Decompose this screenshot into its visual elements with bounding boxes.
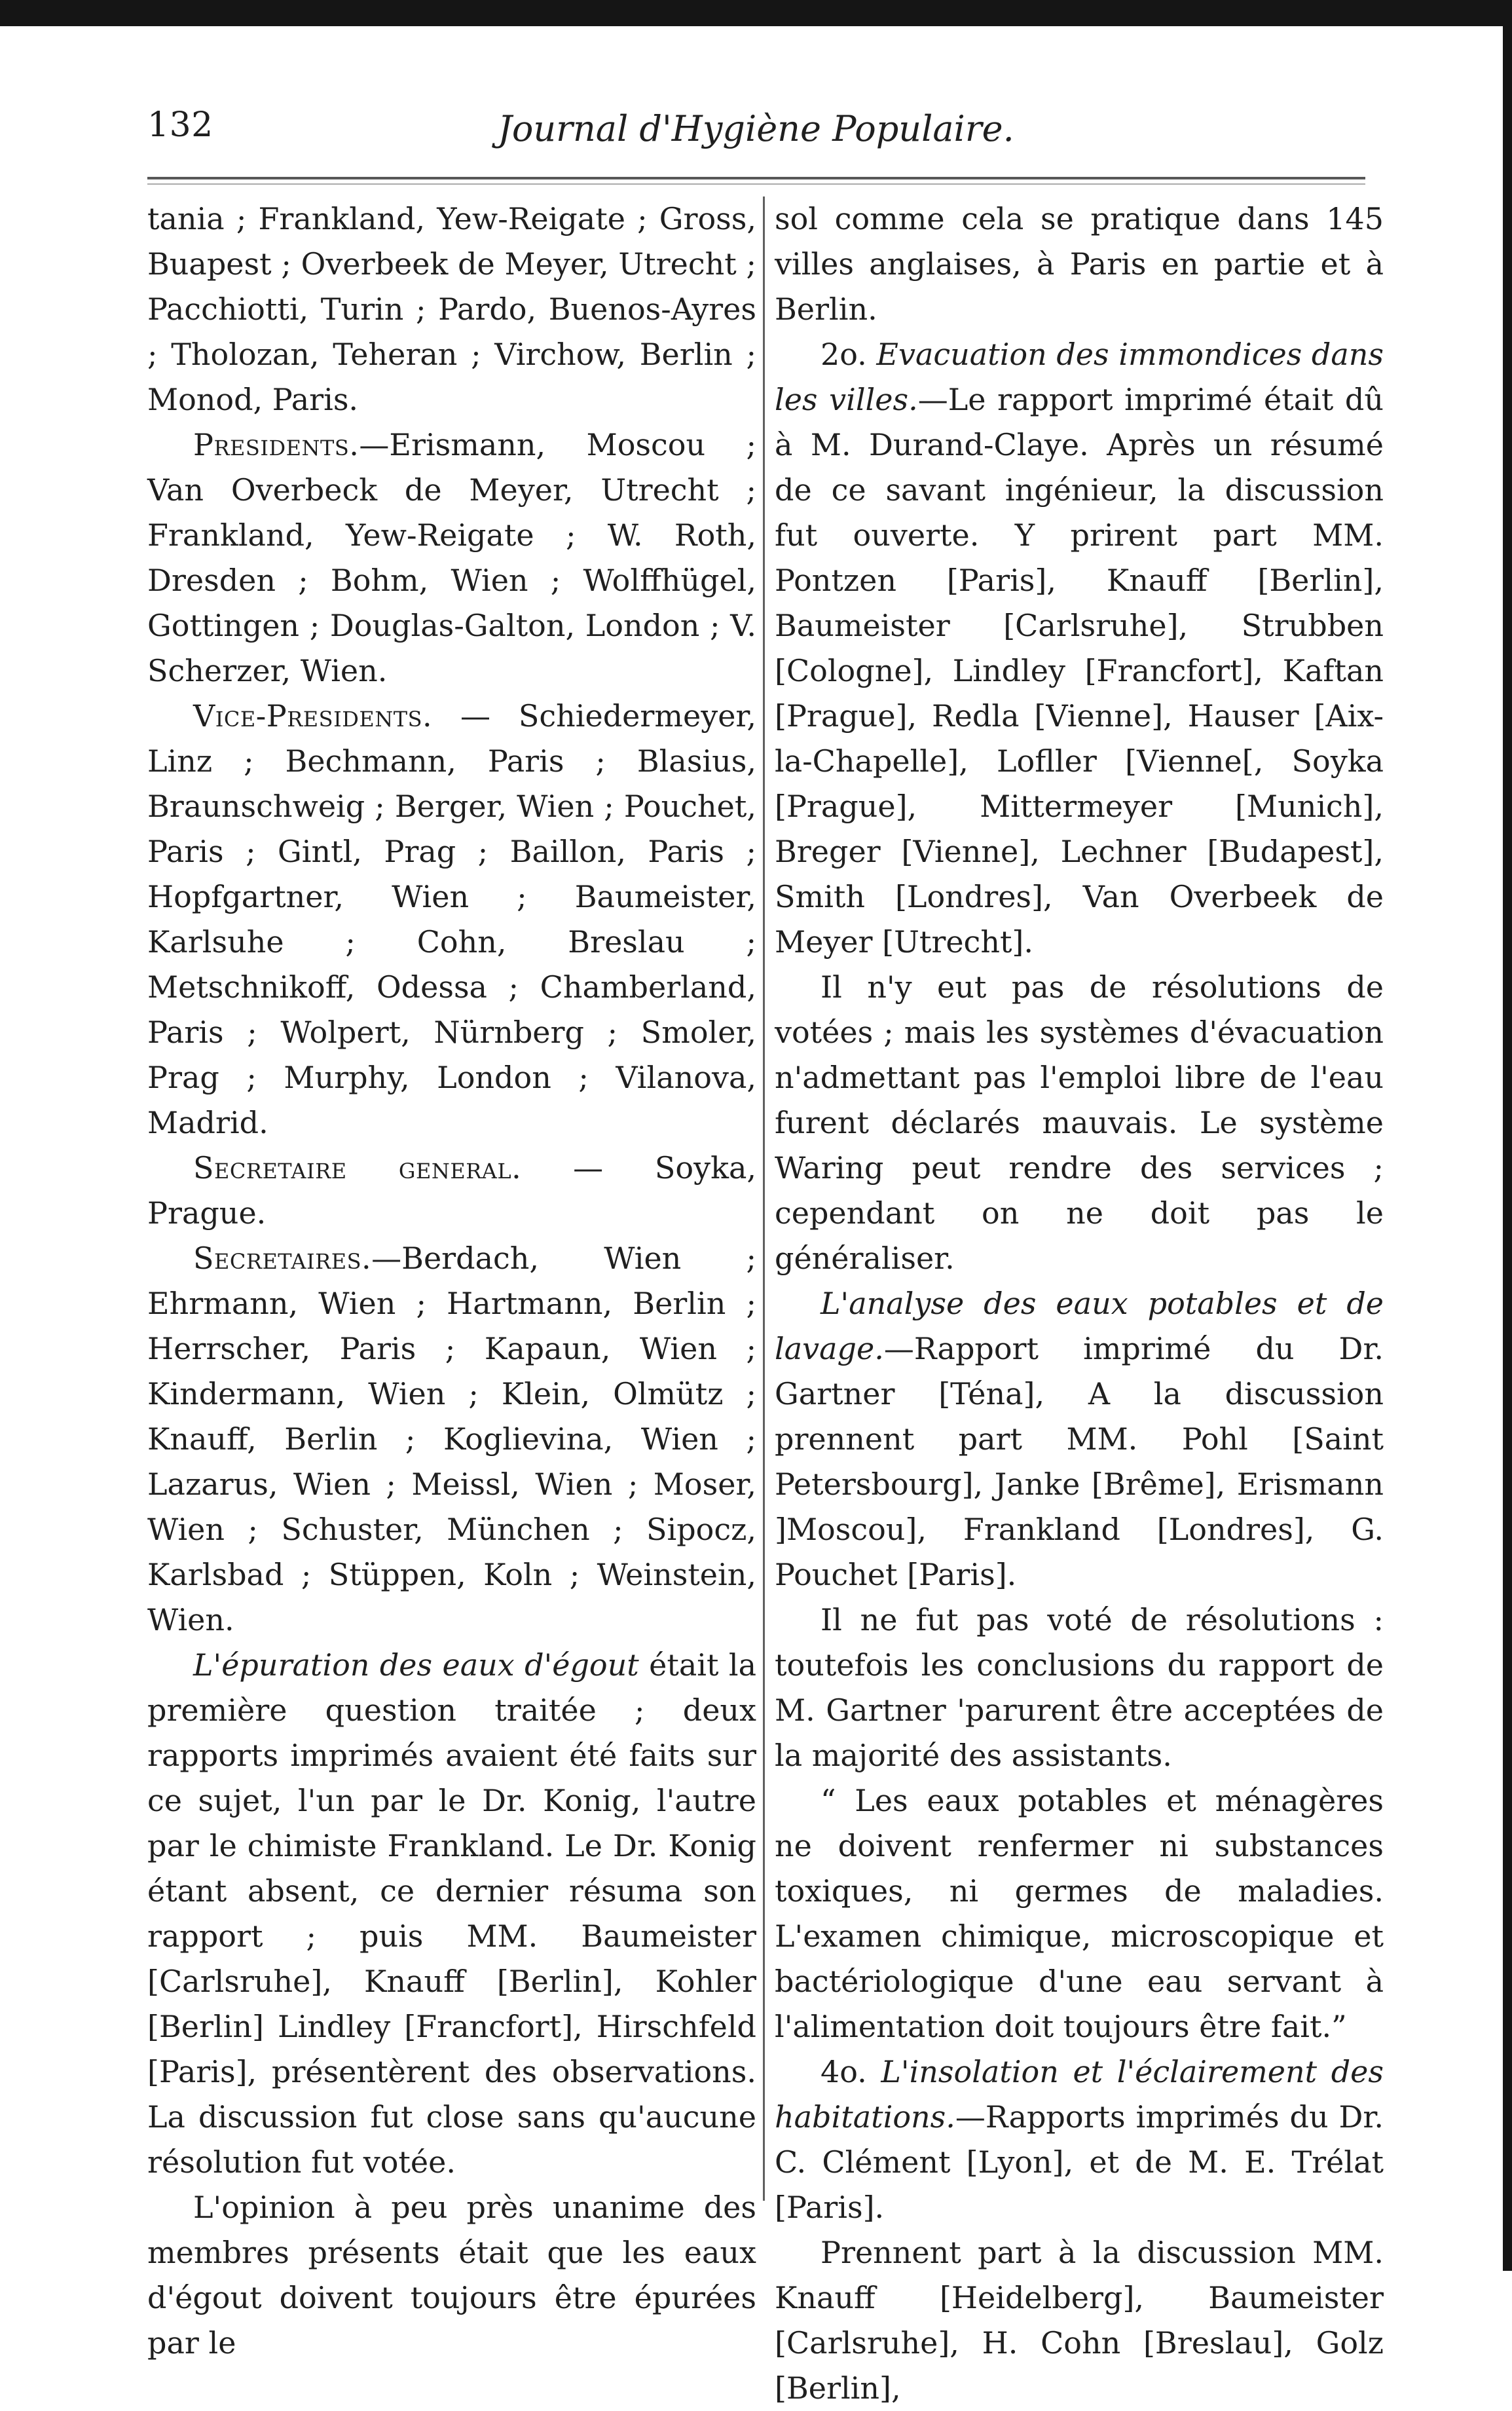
analyse-title: L'analyse des eaux potables et de lavage. [775,1286,1384,1366]
left-paragraph-opinion: L'opinion à peu près unanime des membres présents était que les eaux d'égout doivent toujours être épurées par le [147,2190,756,2361]
left-paragraph-secretaire-general [147,1146,756,1236]
running-title: Journal d'Hygiène Populaire. [498,108,1014,149]
evacuation-title: Evacuation des immondices dans les villes. [775,337,1384,417]
column-divider [763,196,765,2201]
page-number: 132 [147,105,213,145]
right-paragraph-analyse [775,1281,1384,1598]
right-column [775,196,1384,2411]
secretaire-general-label: Secretaire general. [193,1150,522,1186]
right-paragraph-quote: “ Les eaux potables et ménagères ne doivent renfermer ni substances toxiques, ni germes de maladies. L'examen chimique, microscopique et bactériologique d'une eau servant à l'alimentation doit toujours être fait.” [775,1783,1384,2044]
left-paragraph-vice-presidents [147,694,756,1146]
evacuation-text: —Le rapport imprimé était dû à M. Durand-Claye. Après un résumé de ce savant ingénieur, la discussion fut ouverte. Y prirent part MM. Pontzen [Paris], Knauff [Berlin], Baumeister [Carlsruhe], Strubben [Cologne], Lindley [Francfort], Kaftan [Prague], Redla [Vienne], Hauser [Aix-la-Chapelle], Lofller [Vienne[, Soyka [Prague], Mittermeyer [Munich], Breger [Vienne], Lechner [Budapest], Smith [Londres], Van Overbeek de Meyer [Utrecht]. [775,382,1384,960]
right-border-rule [1503,0,1512,2271]
right-paragraph-insolation [775,2049,1384,2230]
secretaires-text: —Berdach, Wien ; Ehrmann, Wien ; Hartmann, Berlin ; Herrscher, Paris ; Kapaun, Wien ; Kindermann, Wien ; Klein, Olmütz ; Knauff, Berlin ; Koglievina, Wien ; Lazarus, Wien ; Meissl, Wien ; Moser, Wien ; Schuster, München ; Sipocz, Karlsbad ; Stüppen, Koln ; Weinstein, Wien. [147,1241,756,1637]
secretaire-general-text: — Soyka, Prague. [147,1150,757,1231]
insolation-text: —Rapports imprimés du Dr. C. Clément [Lyon], et de M. E. Trélat [Paris]. [775,2099,1384,2225]
left-paragraph-epuration [147,1643,756,2185]
vice-presidents-label: Vice-Presidents. [193,698,433,734]
presidents-text: —Erismann, Moscou ; Van Overbeck de Meyer, Utrecht ; Frankland, Yew-Reigate ; W. Roth, Dresden ; Bohm, Wien ; Wolffhügel, Gottingen ; Douglas-Galton, London ; V. Scherzer, Wien. [147,427,756,688]
right-paragraph-evacuation [775,332,1384,965]
right-paragraph-conclusions: Il ne fut pas voté de résolutions : toutefois les conclusions du rapport de M. Gartner 'parurent être acceptées de la majorité des assistants. [775,1602,1384,1773]
left-paragraph-presidents [147,422,756,694]
epuration-title: L'épuration des eaux d'égout [193,1647,639,1683]
right-paragraph-1: sol comme cela se pratique dans 145 villes anglaises, à Paris en partie et à Berlin. [775,201,1384,327]
insolation-prefix: 4o. [821,2054,881,2089]
analyse-text: —Rapport imprimé du Dr. Gartner [Téna], A la discussion prennent part MM. Pohl [Saint Petersbourg], Janke [Brême], Erismann ]Moscou], Frankland [Londres], G. Pouchet [Paris]. [775,1331,1384,1592]
evacuation-prefix: 2o. [821,337,877,372]
vice-presidents-text: — Schiedermeyer, Linz ; Bechmann, Paris ; Blasius, Braunschweig ; Berger, Wien ; Pouchet, Paris ; Gintl, Prag ; Baillon, Paris ; Hopfgartner, Wien ; Baumeister, Karlsuhe ; Cohn, Breslau ; Metschnikoff, Odessa ; Chamberland, Paris ; Wolpert, Nürnberg ; Smoler, Prag ; Murphy, London ; Vilanova, Madrid. [147,698,756,1140]
left-paragraph-secretaires [147,1236,756,1643]
right-paragraph-discussion: Prennent part à la discussion MM. Knauff [Heidelberg], Baumeister [Carlsruhe], H. Cohn [Breslau], Golz [Berlin], [775,2235,1384,2406]
left-paragraph-1: tania ; Frankland, Yew-Reigate ; Gross, Buapest ; Overbeek de Meyer, Utrecht ; Pacchiotti, Turin ; Pardo, Buenos-Ayres ; Tholozan, Teheran ; Virchow, Berlin ; Monod, Paris. [147,201,756,417]
presidents-label: Presidents. [193,427,360,462]
header-rule [147,177,1365,179]
epuration-text: était la première question traitée ; deux rapports imprimés avaient été faits sur ce sujet, l'un par le Dr. Konig, l'autre par le chimiste Frankland. Le Dr. Konig étant absent, ce dernier résuma son rapport ; puis MM. Baumeister [Carlsruhe], Knauff [Berlin], Kohler [Berlin] Lindley [Francfort], Hirschfeld [Paris], présentèrent des observations. La discussion fut close sans qu'aucune résolution fut votée. [147,1647,757,2180]
top-border-rule [0,0,1512,26]
right-paragraph-resolutions: Il n'y eut pas de résolutions de votées ; mais les systèmes d'évacuation n'admettant pas l'emploi libre de l'eau furent déclarés mauvais. Le système Waring peut rendre des services ; cependant on ne doit pas le généraliser. [775,969,1384,1276]
left-column [147,196,756,2366]
insolation-title: L'insolation et l'éclairement des habitations. [775,2054,1384,2135]
secretaires-label: Secretaires. [193,1241,372,1276]
